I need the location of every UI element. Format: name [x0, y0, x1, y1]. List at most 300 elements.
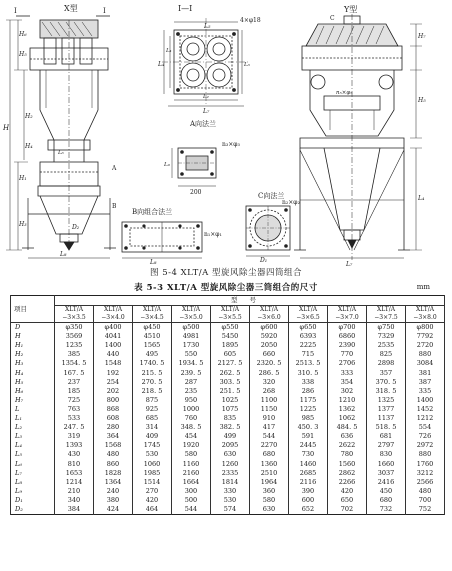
- table-cell: 554: [406, 423, 445, 432]
- table-cell: 270. 5: [133, 378, 172, 387]
- dim-h4: H₄: [25, 143, 33, 150]
- table-cell: 237: [55, 378, 94, 387]
- table-cell: 860: [94, 460, 133, 469]
- mark-b-elev: B: [112, 203, 117, 210]
- dim-d1-c: D₁: [260, 257, 268, 264]
- model-name: XLT/A: [181, 306, 201, 314]
- table-cell: 2095: [211, 441, 250, 450]
- table-cell: 700: [406, 496, 445, 505]
- drawing-canvas: [0, 0, 452, 278]
- table-cell: 1895: [211, 341, 250, 350]
- x-type-elevation: [2, 3, 117, 258]
- row-label: L: [11, 405, 55, 414]
- table-cell: 1364: [94, 478, 133, 487]
- table-cell: 235: [172, 387, 211, 396]
- table-cell: 544: [250, 432, 289, 441]
- table-cell: 384: [55, 505, 94, 515]
- table-row: [11, 332, 445, 341]
- table-cell: 360: [250, 487, 289, 496]
- row-label: L₇: [11, 469, 55, 478]
- table-cell: 364: [94, 432, 133, 441]
- table-cell: 580: [250, 496, 289, 505]
- table-cell: 382. 5: [211, 423, 250, 432]
- dim-n3d3: n₃×φ₃: [222, 141, 240, 148]
- table-cell: 7792: [406, 332, 445, 341]
- table-cell: 1460: [289, 460, 328, 469]
- dim-n1d1: n₁×φ₁: [204, 231, 222, 238]
- row-label: D₁: [11, 496, 55, 505]
- table-cell: 247. 5: [55, 423, 94, 432]
- table-cell: 495: [133, 350, 172, 359]
- section-plan-view: [157, 4, 261, 115]
- table-cell: 480: [406, 487, 445, 496]
- model-header: [289, 306, 328, 323]
- table-cell: 390: [289, 487, 328, 496]
- table-cell: 2972: [406, 441, 445, 450]
- table-cell: 530: [133, 450, 172, 459]
- view-x-label: X型: [64, 4, 78, 13]
- table-cell: 544: [172, 505, 211, 515]
- table-cell: 2266: [328, 478, 367, 487]
- flange-b-view: [122, 207, 222, 266]
- table-cell: 450: [367, 487, 406, 496]
- dim-l8-b: L₈: [150, 259, 157, 266]
- table-cell: 518. 5: [367, 423, 406, 432]
- table-cell: 240: [94, 487, 133, 496]
- dim-l3-plan: L₃: [244, 62, 250, 68]
- table-cell: 1377: [367, 405, 406, 414]
- table-row: [11, 369, 445, 378]
- table-cell: 370. 5: [367, 378, 406, 387]
- table-cell: 591: [289, 432, 328, 441]
- table-cell: 251. 5: [211, 387, 250, 396]
- table-cell: 835: [211, 414, 250, 423]
- dim-n5d5: n₅×φ₅: [336, 90, 353, 96]
- table-cell: 2535: [367, 341, 406, 350]
- table-cell: φ750: [367, 323, 406, 333]
- dim-l7-y: L₇: [346, 261, 353, 268]
- table-cell: 335: [406, 387, 445, 396]
- table-cell: 6860: [328, 332, 367, 341]
- model-header: [133, 306, 172, 323]
- table-cell: 454: [172, 432, 211, 441]
- table-cell: φ450: [133, 323, 172, 333]
- table-row: [11, 496, 445, 505]
- flange-a-view: [163, 119, 240, 196]
- table-cell: 985: [289, 414, 328, 423]
- model-header: [367, 306, 406, 323]
- model-suffix: −3×4.5: [140, 314, 164, 322]
- table-cell: 4041: [94, 332, 133, 341]
- table-cell: 420: [328, 487, 367, 496]
- table-cell: 430: [55, 450, 94, 459]
- table-cell: 2685: [289, 469, 328, 478]
- table-cell: 3084: [406, 359, 445, 368]
- table-cell: 1568: [94, 441, 133, 450]
- table-cell: 925: [133, 405, 172, 414]
- model-name: XLT/A: [103, 306, 123, 314]
- model-name: XLT/A: [415, 306, 435, 314]
- table-cell: 380: [94, 496, 133, 505]
- table-cell: 239. 5: [172, 369, 211, 378]
- table-cell: 5920: [250, 332, 289, 341]
- dim-l9-a: L₉: [164, 162, 170, 168]
- model-name: XLT/A: [259, 306, 279, 314]
- table-cell: 1664: [172, 478, 211, 487]
- table-cell: 868: [94, 405, 133, 414]
- table-cell: 1760: [406, 460, 445, 469]
- model-name: XLT/A: [142, 306, 162, 314]
- model-header: [406, 306, 445, 323]
- table-cell: 2720: [406, 341, 445, 350]
- view-i-label: I—I: [178, 4, 193, 13]
- unit-label: mm: [416, 283, 430, 291]
- row-label: H₅: [11, 378, 55, 387]
- dim-l6: L₆: [58, 150, 64, 156]
- model-name: XLT/A: [298, 306, 318, 314]
- table-cell: 1175: [289, 396, 328, 405]
- table-cell: 1653: [55, 469, 94, 478]
- table-cell: 2390: [328, 341, 367, 350]
- dim-h7: H₇: [418, 33, 426, 40]
- table-cell: 2513. 5: [289, 359, 328, 368]
- table-cell: 760: [172, 414, 211, 423]
- table-row: [11, 414, 445, 423]
- model-group-header: 型号: [55, 296, 445, 306]
- table-cell: 286. 5: [250, 369, 289, 378]
- table-cell: 650: [328, 496, 367, 505]
- table-cell: 500: [172, 496, 211, 505]
- table-cell: 1548: [94, 359, 133, 368]
- row-label: L₆: [11, 460, 55, 469]
- table-cell: 417: [250, 423, 289, 432]
- table-cell: 262. 5: [211, 369, 250, 378]
- table-cell: φ650: [289, 323, 328, 333]
- table-cell: 2862: [328, 469, 367, 478]
- table-cell: 330: [211, 487, 250, 496]
- flange-c-view: [246, 191, 300, 264]
- table-cell: 3569: [55, 332, 94, 341]
- table-cell: 1920: [172, 441, 211, 450]
- table-cell: 580: [172, 450, 211, 459]
- table-cell: φ800: [406, 323, 445, 333]
- table-cell: 318. 5: [367, 387, 406, 396]
- section-mark-right: I: [103, 7, 106, 15]
- model-suffix: −3×6.5: [296, 314, 320, 322]
- dim-h: H: [3, 124, 10, 132]
- table-cell: 1985: [133, 469, 172, 478]
- table-cell: 770: [328, 350, 367, 359]
- table-cell: 1214: [55, 478, 94, 487]
- table-cell: 1814: [211, 478, 250, 487]
- table-cell: 752: [406, 505, 445, 515]
- table-cell: 450. 3: [289, 423, 328, 432]
- table-cell: 2320. 5: [250, 359, 289, 368]
- table-row: [11, 469, 445, 478]
- table-cell: 2706: [328, 359, 367, 368]
- table-cell: 192: [94, 369, 133, 378]
- table-cell: 310. 5: [289, 369, 328, 378]
- row-label: D₂: [11, 505, 55, 515]
- table-row: [11, 487, 445, 496]
- table-cell: 357: [367, 369, 406, 378]
- table-cell: 1137: [367, 414, 406, 423]
- model-suffix: −3×4.0: [101, 314, 125, 322]
- table-cell: 574: [211, 505, 250, 515]
- table-cell: 1740. 5: [133, 359, 172, 368]
- table-cell: 725: [55, 396, 94, 405]
- row-label: L₈: [11, 478, 55, 487]
- table-cell: 3037: [367, 469, 406, 478]
- table-cell: 652: [289, 505, 328, 515]
- table-cell: 630: [211, 450, 250, 459]
- table-cell: 702: [328, 505, 367, 515]
- table-cell: 530: [211, 496, 250, 505]
- dim-l1-plan: L₁: [166, 48, 172, 54]
- table-cell: 830: [367, 450, 406, 459]
- table-cell: 763: [55, 405, 94, 414]
- table-cell: 1062: [328, 414, 367, 423]
- table-cell: 533: [55, 414, 94, 423]
- row-label: D: [11, 323, 55, 333]
- table-cell: 1354. 5: [55, 359, 94, 368]
- y-type-elevation: [294, 4, 426, 268]
- dim-200: 200: [190, 189, 202, 196]
- table-cell: 1210: [328, 396, 367, 405]
- dim-h2: H₂: [25, 113, 33, 120]
- model-name: XLT/A: [376, 306, 396, 314]
- table-row: [11, 378, 445, 387]
- table-cell: 1560: [328, 460, 367, 469]
- table-cell: φ500: [172, 323, 211, 333]
- table-cell: 2116: [289, 478, 328, 487]
- row-label: H₁: [11, 341, 55, 350]
- row-label: H₂: [11, 350, 55, 359]
- table-cell: 2797: [367, 441, 406, 450]
- table-cell: 1325: [367, 396, 406, 405]
- table-cell: 1075: [211, 405, 250, 414]
- dim-h1: H₁: [19, 175, 27, 182]
- table-cell: 1100: [250, 396, 289, 405]
- table-cell: 6393: [289, 332, 328, 341]
- dim-h5: H₅: [19, 51, 27, 58]
- table-cell: 167. 5: [55, 369, 94, 378]
- row-label: L₁: [11, 414, 55, 423]
- table-cell: φ400: [94, 323, 133, 333]
- table-row: [11, 441, 445, 450]
- table-cell: 1730: [172, 341, 211, 350]
- table-cell: 780: [328, 450, 367, 459]
- table-cell: 880: [406, 450, 445, 459]
- table-cell: 7329: [367, 332, 406, 341]
- table-cell: φ550: [211, 323, 250, 333]
- dim-hole18: 4×φ18: [240, 17, 261, 24]
- dim-l8: L₈: [60, 251, 67, 258]
- table-cell: φ600: [250, 323, 289, 333]
- table-row: [11, 387, 445, 396]
- dim-l5-plan: L₅: [204, 23, 211, 30]
- dim-h6: H₆: [19, 31, 27, 38]
- dimension-table: [10, 295, 445, 515]
- table-cell: 210: [55, 487, 94, 496]
- table-cell: 320: [250, 378, 289, 387]
- row-label: L₅: [11, 450, 55, 459]
- corner-header: 项目: [11, 296, 55, 323]
- table-cell: 681: [367, 432, 406, 441]
- model-name: XLT/A: [220, 306, 240, 314]
- table-cell: 1060: [133, 460, 172, 469]
- table-cell: 303. 5: [211, 378, 250, 387]
- model-header: [94, 306, 133, 323]
- row-label: H₆: [11, 387, 55, 396]
- row-label: H: [11, 332, 55, 341]
- table-cell: 484. 5: [328, 423, 367, 432]
- table-cell: 550: [172, 350, 211, 359]
- table-cell: 1362: [328, 405, 367, 414]
- table-cell: 268: [250, 387, 289, 396]
- view-a-label: A向法兰: [190, 120, 217, 128]
- table-cell: 499: [211, 432, 250, 441]
- table-cell: 270: [133, 487, 172, 496]
- table-cell: 2270: [250, 441, 289, 450]
- table-cell: 381: [406, 369, 445, 378]
- dim-l2-plan: L₂: [203, 94, 209, 100]
- model-suffix: −3×5.5: [218, 314, 242, 322]
- engineering-drawing: [0, 0, 452, 278]
- table-cell: 354: [328, 378, 367, 387]
- row-label: L₃: [11, 432, 55, 441]
- table-group-header: [11, 296, 445, 306]
- table-cell: 4510: [133, 332, 172, 341]
- table-cell: 1400: [94, 341, 133, 350]
- dim-l7-plan: L₇: [203, 108, 210, 115]
- dim-h5-y: H₅: [418, 97, 426, 104]
- row-label: L₉: [11, 487, 55, 496]
- table-row: [11, 432, 445, 441]
- table-cell: 2335: [211, 469, 250, 478]
- model-header: [172, 306, 211, 323]
- table-cell: 1260: [211, 460, 250, 469]
- table-cell: 732: [367, 505, 406, 515]
- table-cell: 1360: [250, 460, 289, 469]
- table-cell: 2225: [289, 341, 328, 350]
- table-cell: 333: [328, 369, 367, 378]
- table-cell: 1964: [250, 478, 289, 487]
- table-cell: 4981: [172, 332, 211, 341]
- dimension-table-wrap: [10, 295, 444, 515]
- table-cell: 605: [211, 350, 250, 359]
- dim-l4-plan: L₄: [158, 61, 165, 68]
- table-cell: 314: [133, 423, 172, 432]
- table-cell: 319: [55, 432, 94, 441]
- table-cell: 950: [172, 396, 211, 405]
- table-cell: 424: [94, 505, 133, 515]
- table-row: [11, 350, 445, 359]
- table-cell: 464: [133, 505, 172, 515]
- table-cell: 420: [133, 496, 172, 505]
- figure-caption: 图 5-4 XLT/A 型旋风除尘器四筒组合: [150, 268, 302, 278]
- table-cell: 287: [172, 378, 211, 387]
- view-c-label: C向法兰: [258, 192, 285, 200]
- table-cell: 385: [55, 350, 94, 359]
- table-cell: 875: [133, 396, 172, 405]
- table-cell: 2160: [172, 469, 211, 478]
- table-cell: 218. 5: [133, 387, 172, 396]
- table-cell: 286: [289, 387, 328, 396]
- table-row: [11, 323, 445, 333]
- table-cell: 1745: [133, 441, 172, 450]
- table-cell: 280: [94, 423, 133, 432]
- table-cell: 1565: [133, 341, 172, 350]
- dim-n2d2: n₂×φ₂: [282, 199, 300, 206]
- table-cell: 825: [367, 350, 406, 359]
- table-row: [11, 405, 445, 414]
- model-suffix: −3×3.5: [62, 314, 86, 322]
- table-cell: 1160: [172, 460, 211, 469]
- table-row: [11, 396, 445, 405]
- table-cell: 1225: [289, 405, 328, 414]
- model-header-row: [11, 306, 445, 323]
- table-cell: 1934. 5: [172, 359, 211, 368]
- table-cell: 1212: [406, 414, 445, 423]
- table-cell: 726: [406, 432, 445, 441]
- table-row: [11, 341, 445, 350]
- table-cell: 680: [250, 450, 289, 459]
- table-cell: 2566: [406, 478, 445, 487]
- table-cell: 387: [406, 378, 445, 387]
- table-cell: 254: [94, 378, 133, 387]
- table-cell: 600: [289, 496, 328, 505]
- dim-l4-y: L₄: [418, 195, 425, 202]
- table-row: [11, 450, 445, 459]
- dim-h3: H₃: [19, 221, 27, 228]
- table-cell: φ700: [328, 323, 367, 333]
- table-cell: 880: [406, 350, 445, 359]
- table-cell: 2510: [250, 469, 289, 478]
- table-cell: 5450: [211, 332, 250, 341]
- table-cell: 300: [172, 487, 211, 496]
- model-suffix: −3×7.0: [335, 314, 359, 322]
- table-cell: 608: [94, 414, 133, 423]
- row-label: L₂: [11, 423, 55, 432]
- table-cell: 1150: [250, 405, 289, 414]
- table-cell: 340: [55, 496, 94, 505]
- view-b-label: B向组合法兰: [132, 208, 173, 216]
- table-cell: 302: [328, 387, 367, 396]
- table-cell: 715: [289, 350, 328, 359]
- table-cell: 685: [133, 414, 172, 423]
- section-mark-left: I: [14, 7, 17, 15]
- table-cell: 2898: [367, 359, 406, 368]
- table-cell: 2445: [289, 441, 328, 450]
- model-name: XLT/A: [337, 306, 357, 314]
- table-cell: 3212: [406, 469, 445, 478]
- table-cell: 2622: [328, 441, 367, 450]
- mark-a-elev: A: [112, 165, 117, 172]
- view-y-label: Y型: [344, 5, 358, 14]
- table-cell: 1452: [406, 405, 445, 414]
- table-cell: 1400: [406, 396, 445, 405]
- table-cell: 1025: [211, 396, 250, 405]
- table-cell: 800: [94, 396, 133, 405]
- row-label: H₇: [11, 396, 55, 405]
- table-cell: 215. 5: [133, 369, 172, 378]
- table-cell: 910: [250, 414, 289, 423]
- model-suffix: −3×7.5: [374, 314, 398, 322]
- table-cell: 810: [55, 460, 94, 469]
- table-cell: 440: [94, 350, 133, 359]
- table-row: [11, 478, 445, 487]
